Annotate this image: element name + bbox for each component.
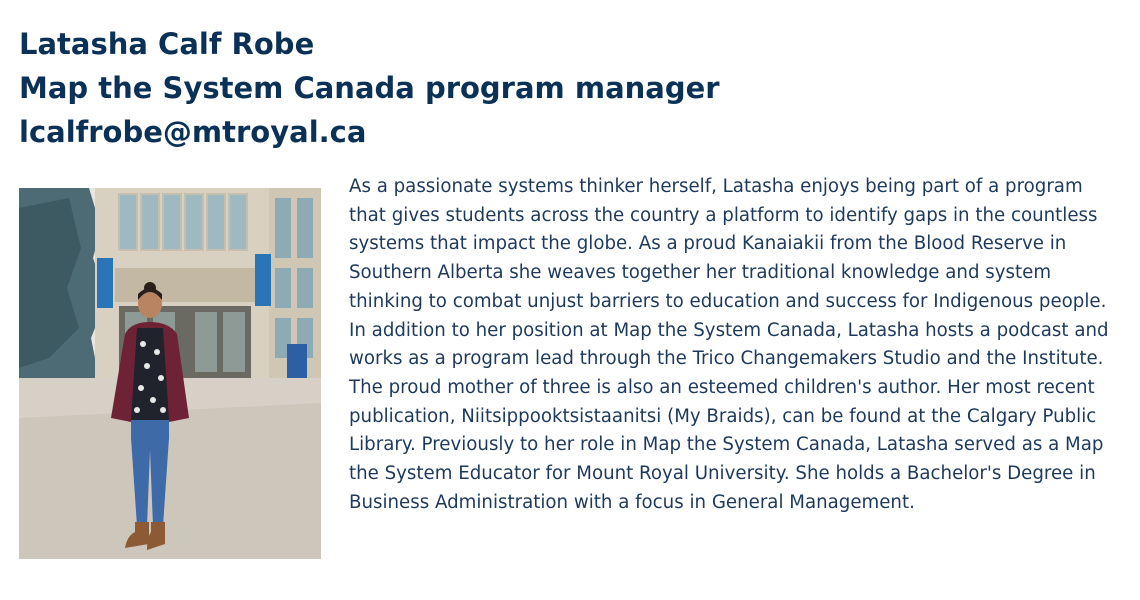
- profile-header: [19, 22, 720, 154]
- profile-photo: [19, 188, 321, 559]
- profile-role: Map the System Canada program manager: [19, 71, 720, 105]
- profile-name: Latasha Calf Robe: [19, 27, 315, 61]
- profile-bio: As a passionate systems thinker herself, Latasha enjoys being part of a program that gives students across the country a platform to identify gaps in the countless systems that impact the globe. As a proud Kanaiakii from the Blood Reserve in Southern Alberta she weaves together her traditional knowledge and system thinking to combat unjust barriers to education and success for Indigenous people. In addition to her position at Map the System Canada, Latasha hosts a podcast and works as a program lead through the Trico Changemakers Studio and the Institute. The proud mother of three is also an esteemed children's author. Her most recent publication, Niitsippooktsistaanitsi (My Braids), can be found at the Calgary Public Library. Previously to her role in Map the System Canada, Latasha served as a Map the System Educator for Mount Royal University. She holds a Bachelor's Degree in Business Administration with a focus in General Management.: [349, 176, 1109, 513]
- profile-email[interactable]: lcalfrobe@mtroyal.ca: [19, 115, 367, 149]
